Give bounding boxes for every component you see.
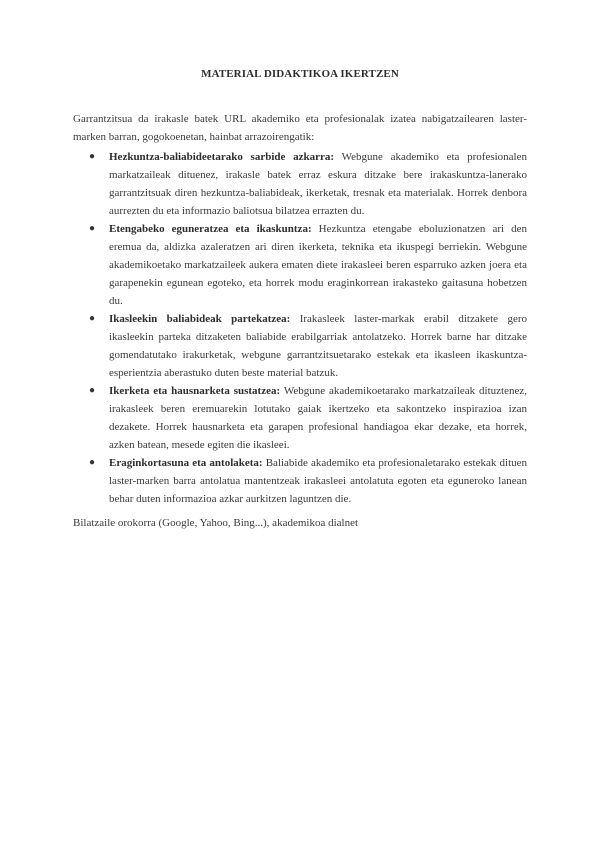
bullet-list <box>73 148 527 508</box>
list-item-title: Eraginkortasuna eta antolaketa: <box>109 457 263 469</box>
list-item <box>73 148 527 220</box>
bullet-icon: ● <box>89 223 96 234</box>
list-item <box>73 310 527 382</box>
closing-paragraph: Bilatzaile orokorra (Google, Yahoo, Bing...), akademikoa dialnet <box>73 517 359 529</box>
list-item <box>73 382 527 454</box>
list-item-title: Ikerketa eta hausnarketa sustatzea: <box>109 385 281 397</box>
list-item-title: Etengabeko eguneratzea eta ikaskuntza: <box>109 223 312 235</box>
list-item-title: Hezkuntza-baliabideetarako sarbide azkarra: <box>109 151 335 163</box>
list-item-text: Webgune akademiko eta profesionalen markatzaileak dituenez, irakasle batek erraz eskura ditzake bere irakaskuntza-lanerako garrantzitsuak diren hezkuntza-baliabideak, ikerketak, tresnak eta materialak. Horrek denbora aurrezten du eta informazio baliotsua bilatzea errazten du. <box>109 151 527 217</box>
bullet-icon: ● <box>89 385 96 396</box>
list-item-text: Hezkuntza etengabe eboluzionatzen ari den eremua da, aldizka azaleratzen ari diren ikerketa, teknika eta ikuspegi berriekin. Webgune akademikoetako markatzaileek aukera ematen diete irakasleei beren esparruko azken joera eta garapenekin egunean egoteko, eta horrek modu eraginkorrean irakasteko gaitasuna hobetzen du. <box>109 223 527 307</box>
list-item <box>73 220 527 310</box>
list-item-title: Ikasleekin baliabideak partekatzea: <box>109 313 291 325</box>
bullet-icon: ● <box>89 151 96 162</box>
list-item-text: Webgune akademikoetarako markatzaileak dituztenez, irakasleek beren eremuarekin lotutako gaiak ikertzeko eta sakontzeko inspirazioa izan dezakete. Horrek hausnarketa eta garapen profesional handiagoa ekar dezake, eta horrek, azken batean, mesede egiten die ikasleei. <box>109 385 527 451</box>
list-item-text: Irakasleek laster-markak erabil ditzakete gero ikasleekin parteka ditzaketen baliabide erabilgarriak antolatzeko. Horrek barne har ditzake gomendatutako irakurketak, webgune garrantzitsuetarako estekak eta ikasleen ikaskuntza-esperientzia aberastuko duten beste material batzuk. <box>109 313 527 379</box>
page-title: MATERIAL DIDAKTIKOA IKERTZEN <box>201 68 399 80</box>
intro-paragraph: Garrantzitsua da irakasle batek URL akademiko eta profesionalak izatea nabigatzailearen laster-marken barran, gogokoenetan, hainbat arrazoirengatik: <box>73 113 527 143</box>
bullet-icon: ● <box>89 457 96 468</box>
bullet-icon: ● <box>89 313 96 324</box>
list-item-text: Baliabide akademiko eta profesionaletarako estekak dituen laster-marken barra antolatua mantentzeak irakasleei antolatuta egoten eta eguneroko lanean behar duten informazioa azkar aurkitzen laguntzen die. <box>109 457 528 505</box>
list-item <box>73 454 527 508</box>
